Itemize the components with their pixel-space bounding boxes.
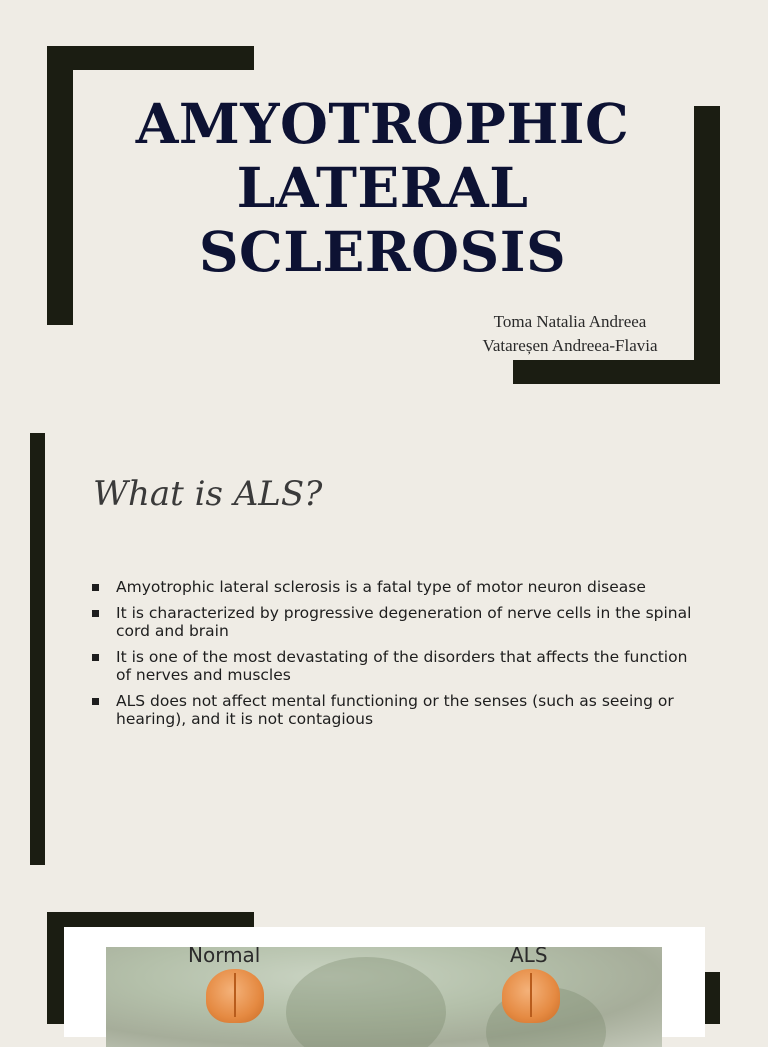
comparison-slide: [0, 890, 768, 1024]
normal-brain-icon: [206, 969, 264, 1023]
frame-top-left-horizontal: [47, 46, 254, 70]
list-item: [92, 604, 702, 640]
title-line-3: SCLEROSIS: [198, 219, 567, 284]
als-brain-icon: [502, 969, 560, 1023]
square-bullet-icon: [92, 654, 99, 661]
als-label: ALS: [510, 947, 548, 967]
image-panel: [64, 927, 705, 1037]
frame-bottom-right-horizontal: [513, 360, 720, 384]
title-line-1: AMYOTROPHIC: [135, 91, 630, 156]
square-bullet-icon: [92, 610, 99, 617]
author-1: Toma Natalia Andreea: [493, 312, 647, 331]
authors: [440, 310, 700, 358]
square-bullet-icon: [92, 584, 99, 591]
bullet-list: [92, 578, 702, 736]
title-line-2: LATERAL: [236, 155, 529, 220]
slide-title: [100, 92, 665, 284]
author-2: Vatareșen Andreea-Flavia: [482, 336, 658, 355]
bullet-text: Amyotrophic lateral sclerosis is a fatal type of motor neuron disease: [116, 578, 646, 596]
square-bullet-icon: [92, 698, 99, 705]
what-is-als-slide: [0, 410, 768, 890]
list-item: [92, 692, 702, 728]
neuron-background-shape: [286, 957, 446, 1047]
frame-right-vertical: [705, 972, 720, 1024]
frame-top-left-vertical: [47, 46, 73, 325]
bullet-text: It is characterized by progressive degeneration of nerve cells in the spinal cord and brain: [116, 604, 692, 640]
list-item: [92, 578, 702, 596]
brain-comparison-image: [106, 947, 662, 1047]
slide-heading: What is ALS?: [93, 474, 323, 514]
left-accent-bar: [30, 433, 45, 865]
bullet-text: ALS does not affect mental functioning or the senses (such as seeing or hearing), and it is not contagious: [116, 692, 674, 728]
title-slide: [0, 0, 768, 410]
bullet-text: It is one of the most devastating of the disorders that affects the function of nerves and muscles: [116, 648, 688, 684]
list-item: [92, 648, 702, 684]
normal-label: Normal: [188, 947, 261, 967]
